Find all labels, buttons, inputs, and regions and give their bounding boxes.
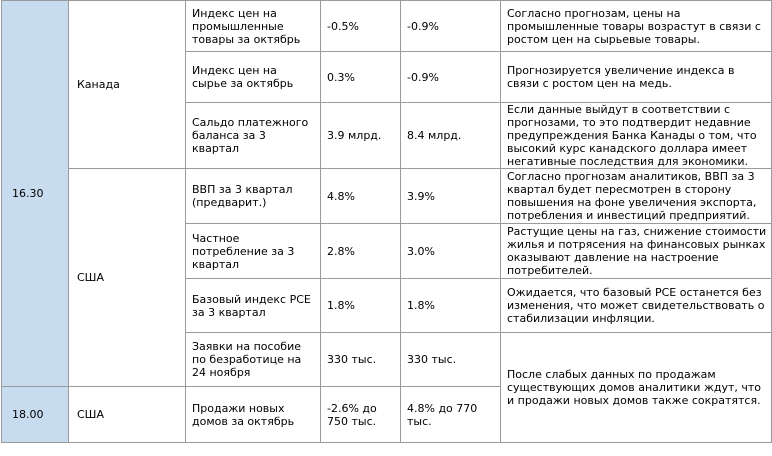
previous-cell: 8.4 млрд. xyxy=(401,103,501,169)
forecast-cell: 4.8% xyxy=(321,169,401,224)
country-cell: Канада xyxy=(69,1,186,169)
forecast-cell: 3.9 млрд. xyxy=(321,103,401,169)
previous-cell: -0.9% xyxy=(401,52,501,103)
comment-cell: Растущие цены на газ, снижение стоимости жилья и потрясения на финансовых рынках оказывают давление на настроение потребителей. xyxy=(501,224,772,279)
indicator-cell: Заявки на пособие по безработице на 24 ноября xyxy=(186,333,321,387)
indicator-cell: Индекс цен на промышленные товары за октябрь xyxy=(186,1,321,52)
forecast-cell: 0.3% xyxy=(321,52,401,103)
indicator-cell: Индекс цен на сырье за октябрь xyxy=(186,52,321,103)
country-cell: США xyxy=(69,387,186,443)
previous-cell: -0.9% xyxy=(401,1,501,52)
comment-cell: Согласно прогнозам, цены на промышленные товары возрастут в связи с ростом цен на сырьевые товары. xyxy=(501,1,772,52)
forecast-cell: 330 тыс. xyxy=(321,333,401,387)
previous-cell: 3.0% xyxy=(401,224,501,279)
time-cell: 18.00 xyxy=(2,387,69,443)
indicator-cell: ВВП за 3 квартал (предварит.) xyxy=(186,169,321,224)
indicator-cell: Частное потребление за 3 квартал xyxy=(186,224,321,279)
previous-cell: 330 тыс. xyxy=(401,333,501,387)
comment-cell: После слабых данных по продажам существующих домов аналитики ждут, что и продажи новых домов также сократятся. xyxy=(501,333,772,443)
previous-cell: 1.8% xyxy=(401,279,501,333)
indicator-cell: Базовый индекс PCE за 3 квартал xyxy=(186,279,321,333)
country-cell: США xyxy=(69,169,186,387)
table-row xyxy=(2,169,772,224)
indicator-cell: Продажи новых домов за октябрь xyxy=(186,387,321,443)
previous-cell: 3.9% xyxy=(401,169,501,224)
previous-cell: 4.8% до 770 тыс. xyxy=(401,387,501,443)
indicator-cell: Сальдо платежного баланса за 3 квартал xyxy=(186,103,321,169)
forecast-cell: -2.6% до 750 тыс. xyxy=(321,387,401,443)
forecast-cell: 1.8% xyxy=(321,279,401,333)
forecast-cell: -0.5% xyxy=(321,1,401,52)
comment-cell: Ожидается, что базовый PCE останется без изменения, что может свидетельствовать о стабилизации инфляции. xyxy=(501,279,772,333)
table-row xyxy=(2,1,772,52)
economic-calendar-table xyxy=(1,0,772,443)
forecast-cell: 2.8% xyxy=(321,224,401,279)
comment-cell: Прогнозируется увеличение индекса в связи с ростом цен на медь. xyxy=(501,52,772,103)
comment-cell: Согласно прогнозам аналитиков, ВВП за 3 квартал будет пересмотрен в сторону повышения на фоне увеличения экспорта, потребления и инвестиций предприятий. xyxy=(501,169,772,224)
time-cell: 16.30 xyxy=(2,1,69,387)
comment-cell: Если данные выйдут в соответствии с прогнозами, то это подтвердит недавние предупреждения Банка Канады о том, что высокий курс канадского доллара имеет негативные последствия для экономики. xyxy=(501,103,772,169)
